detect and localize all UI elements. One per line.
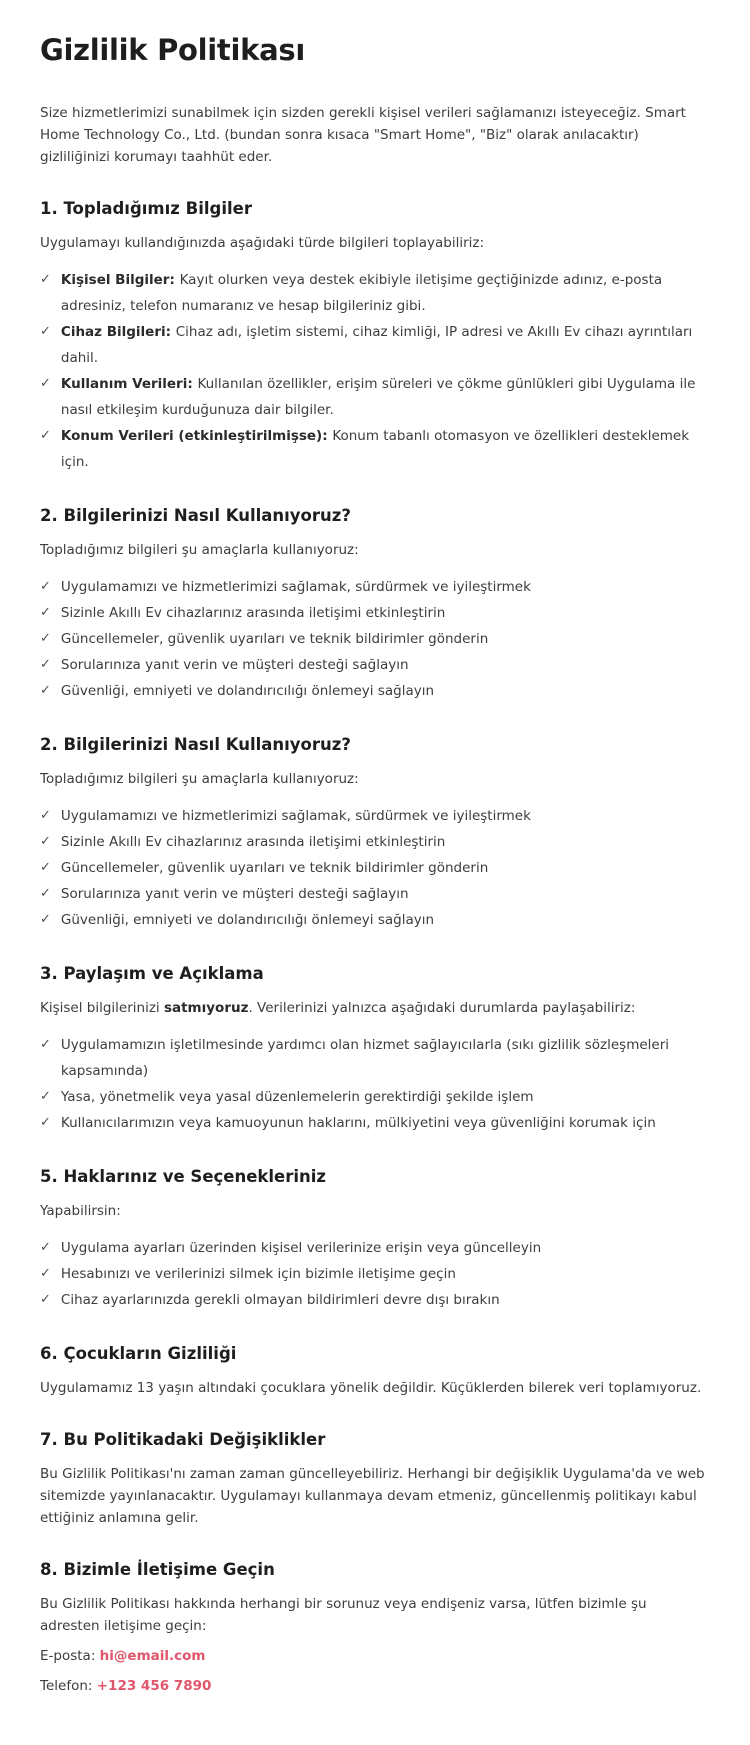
list-item	[40, 319, 710, 371]
list-item-text: Uygulamamızı ve hizmetlerimizi sağlamak, sürdürmek ve iyileştirmek	[60, 579, 531, 595]
list-item-text: Kullanıcılarımızın veya kamuoyunun haklarını, mülkiyetini veya güvenliğini korumak için	[60, 1115, 656, 1131]
list-item	[40, 1084, 710, 1110]
policy-sections	[40, 198, 710, 1697]
list-item	[40, 829, 710, 855]
check-icon: ✓	[40, 860, 51, 875]
paragraph-text: Topladığımız bilgileri şu amaçlarla kullanıyoruz:	[40, 771, 359, 787]
section-paragraph	[40, 539, 710, 561]
list-item	[40, 1110, 710, 1136]
list-item	[40, 600, 710, 626]
check-icon: ✓	[40, 579, 51, 594]
check-list	[40, 1235, 710, 1313]
paragraph-text: Topladığımız bilgileri şu amaçlarla kullanıyoruz:	[40, 542, 359, 558]
section-heading: 3. Paylaşım ve Açıklama	[40, 964, 264, 983]
list-item-text: Güncellemeler, güvenlik uyarıları ve teknik bildirimler gönderin	[60, 631, 489, 647]
section-paragraph	[40, 997, 710, 1019]
list-item-lead: Konum Verileri (etkinleştirilmişse):	[60, 428, 333, 444]
section-heading: 8. Bizimle İletişime Geçin	[40, 1560, 275, 1579]
intro-paragraph: Size hizmetlerimizi sunabilmek için sizden gerekli kişisel verileri sağlamanızı isteyeceğiz. Smart Home Technology Co., Ltd. (bundan sonra kısaca "Smart Home", "Biz" olarak anılacaktır) gizliliğinizi korumayı taahhüt eder.	[40, 105, 686, 165]
section-paragraph	[40, 232, 710, 254]
list-item-text: Sorularınıza yanıt verin ve müşteri desteği sağlayın	[60, 657, 409, 673]
list-item-text: Cihaz ayarlarınızda gerekli olmayan bildirimleri devre dışı bırakın	[60, 1292, 500, 1308]
list-item-text: Sorularınıza yanıt verin ve müşteri desteği sağlayın	[60, 886, 409, 902]
list-item-lead: Cihaz Bilgileri:	[60, 324, 176, 340]
check-icon: ✓	[40, 834, 51, 849]
list-item-text: Güvenliği, emniyeti ve dolandırıcılığı önlemeyi sağlayın	[60, 912, 435, 928]
check-list	[40, 1032, 710, 1136]
check-icon: ✓	[40, 1266, 51, 1281]
check-list	[40, 803, 710, 933]
list-item-text: Kişisel Bilgiler: Kayıt olurken veya destek ekibiyle iletişime geçtiğinizde adınız, e-posta adresiniz, telefon numaranız ve hesap bilgileriniz gibi.	[60, 272, 663, 314]
section-heading: 2. Bilgilerinizi Nasıl Kullanıyoruz?	[40, 735, 351, 754]
list-item	[40, 855, 710, 881]
policy-section-1	[40, 198, 710, 475]
list-item	[40, 626, 710, 652]
check-icon: ✓	[40, 1292, 51, 1307]
policy-section-5	[40, 1166, 710, 1313]
list-item	[40, 1032, 710, 1084]
paragraph-text: Bu Gizlilik Politikası hakkında herhangi bir sorunuz veya endişeniz varsa, lütfen bizimle şu adresten iletişime geçin:	[40, 1596, 647, 1634]
list-item	[40, 371, 710, 423]
list-item-lead: Kişisel Bilgiler:	[60, 272, 180, 288]
check-icon: ✓	[40, 912, 51, 927]
list-item-text: Sizinle Akıllı Ev cihazlarınız arasında iletişimi etkinleştirin	[60, 605, 446, 621]
list-item	[40, 1261, 710, 1287]
policy-section-2	[40, 505, 710, 704]
check-icon: ✓	[40, 1240, 51, 1255]
list-item-text: Yasa, yönetmelik veya yasal düzenlemelerin gerektirdiği şekilde işlem	[60, 1089, 534, 1105]
check-icon: ✓	[40, 1037, 51, 1052]
list-item-text: Uygulamamızın işletilmesinde yardımcı olan hizmet sağlayıcılarla (sıkı gizlilik sözleşmeleri kapsamında)	[60, 1037, 670, 1079]
check-icon: ✓	[40, 1089, 51, 1104]
contact-line	[40, 1675, 710, 1697]
policy-section-7	[40, 1429, 710, 1529]
list-item-text: Sizinle Akıllı Ev cihazlarınız arasında iletişimi etkinleştirin	[60, 834, 446, 850]
section-paragraph	[40, 1377, 710, 1399]
list-item-text: Güncellemeler, güvenlik uyarıları ve teknik bildirimler gönderin	[60, 860, 489, 876]
check-list	[40, 267, 710, 475]
section-paragraph	[40, 1200, 710, 1222]
list-item	[40, 881, 710, 907]
list-item	[40, 267, 710, 319]
paragraph-text: Bu Gizlilik Politikası'nı zaman zaman güncelleyebiliriz. Herhangi bir değişiklik Uygulama'da ve web sitemizde yayınlanacaktır. Uygulamayı kullanmaya devam etmeniz, güncellenmiş politikayı kabul ettiğiniz anlamına gelir.	[40, 1466, 705, 1526]
section-heading: 5. Haklarınız ve Seçenekleriniz	[40, 1167, 327, 1186]
check-icon: ✓	[40, 272, 51, 287]
email-link[interactable]: hi@email.com	[99, 1648, 206, 1664]
list-item	[40, 1235, 710, 1261]
contact-line	[40, 1645, 710, 1667]
list-item	[40, 1287, 710, 1313]
paragraph-text: Kişisel bilgilerinizi	[40, 1000, 164, 1016]
check-icon: ✓	[40, 605, 51, 620]
section-heading: 6. Çocukların Gizliliği	[40, 1344, 237, 1363]
list-item	[40, 652, 710, 678]
section-paragraph	[40, 768, 710, 790]
check-icon: ✓	[40, 808, 51, 823]
check-icon: ✓	[40, 1115, 51, 1130]
check-icon: ✓	[40, 376, 51, 391]
check-list	[40, 574, 710, 704]
list-item-text: Uygulamamızı ve hizmetlerimizi sağlamak, sürdürmek ve iyileştirmek	[60, 808, 531, 824]
list-item	[40, 574, 710, 600]
policy-section-6	[40, 1343, 710, 1399]
policy-section-3	[40, 734, 710, 933]
check-icon: ✓	[40, 657, 51, 672]
check-icon: ✓	[40, 683, 51, 698]
paragraph-text: Yapabilirsin:	[40, 1203, 121, 1219]
paragraph-text: . Verilerinizi yalnızca aşağıdaki durumlarda paylaşabiliriz:	[248, 1000, 636, 1016]
policy-section-4	[40, 963, 710, 1136]
list-item	[40, 423, 710, 475]
paragraph-text: Uygulamamız 13 yaşın altındaki çocuklara yönelik değildir. Küçüklerden bilerek veri toplamıyoruz.	[40, 1380, 702, 1396]
list-item-text: Cihaz Bilgileri: Cihaz adı, işletim sistemi, cihaz kimliği, IP adresi ve Akıllı Ev cihazı ayrıntıları dahil.	[60, 324, 693, 366]
check-icon: ✓	[40, 324, 51, 339]
list-item-text: Kullanım Verileri: Kullanılan özellikler, erişim süreleri ve çökme günlükleri gibi Uygulama ile nasıl etkileşim kurduğunuza dair bilgiler.	[60, 376, 696, 418]
list-item	[40, 803, 710, 829]
list-item	[40, 678, 710, 704]
section-paragraph	[40, 1463, 710, 1529]
phone-link[interactable]: +123 456 7890	[96, 1678, 212, 1694]
check-icon: ✓	[40, 428, 51, 443]
list-item-text: Hesabınızı ve verilerinizi silmek için bizimle iletişime geçin	[60, 1266, 456, 1282]
list-item	[40, 907, 710, 933]
policy-section-8	[40, 1559, 710, 1697]
section-heading: 1. Topladığımız Bilgiler	[40, 199, 252, 218]
check-icon: ✓	[40, 886, 51, 901]
section-heading: 7. Bu Politikadaki Değişiklikler	[40, 1430, 326, 1449]
paragraph-text: satmıyoruz	[163, 1000, 249, 1016]
paragraph-text: Uygulamayı kullandığınızda aşağıdaki türde bilgileri toplayabiliriz:	[40, 235, 485, 251]
list-item-text: Uygulama ayarları üzerinden kişisel verilerinize erişin veya güncelleyin	[60, 1240, 542, 1256]
section-paragraph	[40, 1593, 710, 1637]
contact-label: Telefon:	[40, 1678, 97, 1694]
contact-label: E-posta:	[40, 1648, 100, 1664]
list-item-text: Konum Verileri (etkinleştirilmişse): Konum tabanlı otomasyon ve özellikleri desteklemek için.	[60, 428, 690, 470]
section-heading: 2. Bilgilerinizi Nasıl Kullanıyoruz?	[40, 506, 351, 525]
check-icon: ✓	[40, 631, 51, 646]
list-item-text: Güvenliği, emniyeti ve dolandırıcılığı önlemeyi sağlayın	[60, 683, 435, 699]
list-item-lead: Kullanım Verileri:	[60, 376, 198, 392]
page-title: Gizlilik Politikası	[40, 33, 305, 67]
